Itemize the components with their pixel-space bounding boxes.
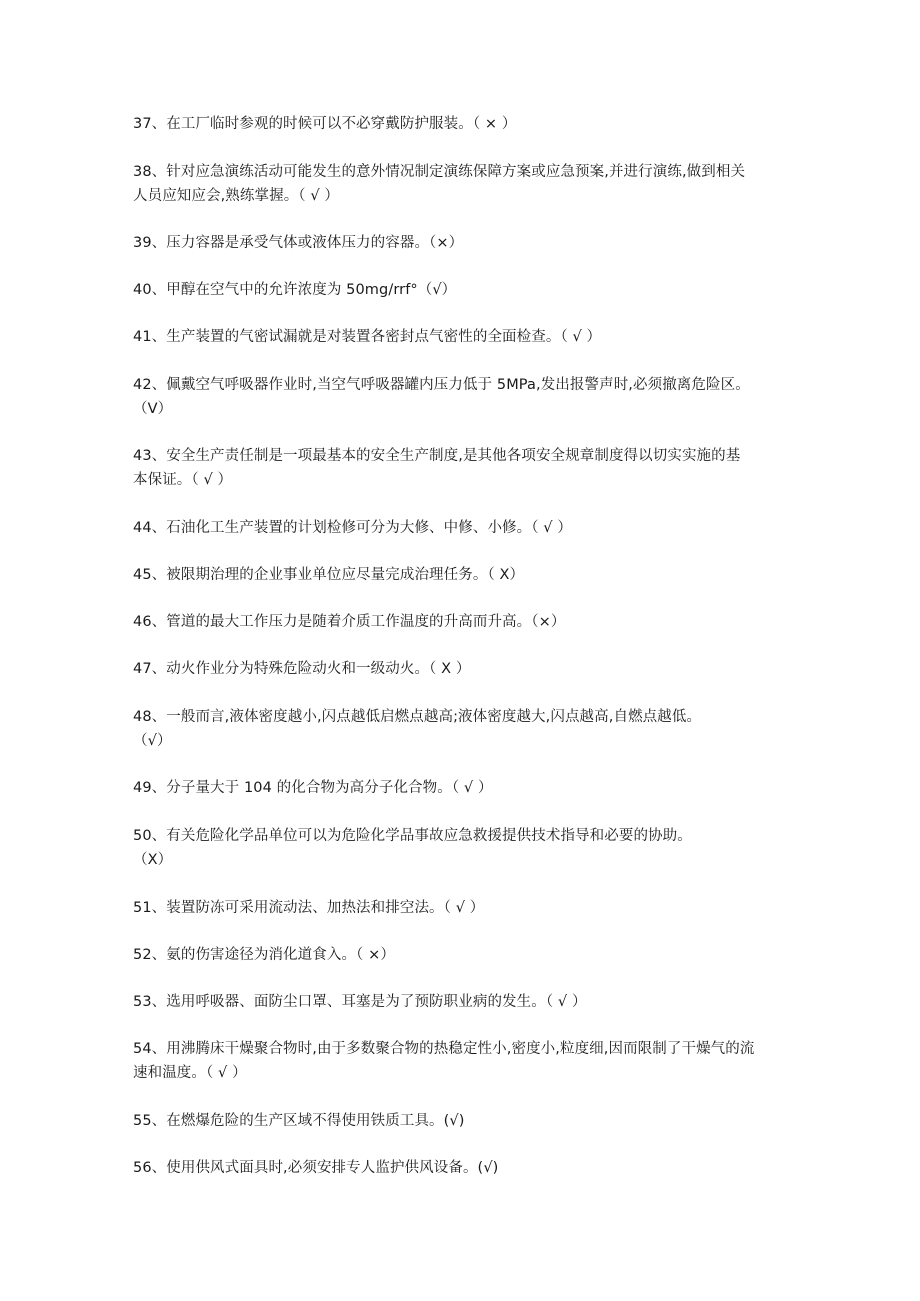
question-text: 43、安全生产责任制是一项最基本的安全生产制度,是其他各项安全规章制度得以切实实施的基 [133,448,741,464]
question-39 [133,231,798,255]
question-text: 41、生产装置的气密试漏就是对装置各密封点气密性的全面检查。（ √ ） [133,329,602,345]
question-text-continued: 本保证。（ √ ） [133,472,233,488]
question-41 [133,325,798,349]
question-text: 55、在燃爆危险的生产区域不得使用铁质工具。(√) [133,1113,465,1129]
question-51 [133,896,798,920]
question-44 [133,516,798,540]
question-text-continued: 速和温度。（ √ ） [133,1065,247,1081]
question-56 [133,1156,798,1180]
question-text: 44、石油化工生产装置的计划检修可分为大修、中修、小修。（ √ ） [133,520,572,536]
question-43 [133,444,798,492]
question-text: 39、压力容器是承受气体或液体压力的容器。（×） [133,235,464,251]
question-text: 42、佩戴空气呼吸器作业时,当空气呼吸器罐内压力低于 5MPa,发出报警声时,必须撤离危险区。 [133,377,750,393]
question-text: 38、针对应急演练活动可能发生的意外情况制定演练保障方案或应急预案,并进行演练,做到相关 [133,164,746,180]
question-42 [133,373,798,421]
question-text: 45、被限期治理的企业事业单位应尽量完成治理任务。（ X） [133,567,525,583]
question-text: 53、选用呼吸器、面防尘口罩、耳塞是为了预防职业病的发生。（ √ ） [133,994,587,1010]
question-52 [133,943,798,967]
question-54 [133,1037,798,1085]
question-53 [133,990,798,1014]
question-text: 54、用沸腾床干燥聚合物时,由于多数聚合物的热稳定性小,密度小,粒度细,因而限制了干燥气的流 [133,1041,755,1057]
question-text: 51、装置防冻可采用流动法、加热法和排空法。（ √ ） [133,900,485,916]
question-text: 52、氨的伤害途径为消化道食入。（ ×） [133,947,395,963]
question-38 [133,160,798,208]
question-55 [133,1109,798,1133]
question-text: 47、动火作业分为特殊危险动火和一级动火。（ X ） [133,661,471,677]
question-45 [133,563,798,587]
question-text-continued: （V） [133,401,173,417]
question-text-continued: （X） [133,852,173,868]
question-text-continued: 人员应知应会,熟练掌握。（ √ ） [133,188,340,204]
question-text: 56、使用供风式面具时,必须安排专人监护供风设备。(√) [133,1160,499,1176]
question-text-continued: （√） [133,733,172,749]
question-48 [133,705,798,753]
question-text: 48、一般而言,液体密度越小,闪点越低启燃点越高;液体密度越大,闪点越高,自燃点越低。 [133,709,702,725]
question-50 [133,824,798,872]
question-47 [133,657,798,681]
question-37 [133,112,798,136]
question-49 [133,776,798,800]
question-text: 50、有关危险化学品单位可以为危险化学品事故应急救援提供技术指导和必要的协助。 [133,828,692,844]
question-text: 40、甲醇在空气中的允许浓度为 50mg∕rrf°（√） [133,282,457,298]
question-text: 37、在工厂临时参观的时候可以不必穿戴防护服装。（ × ） [133,116,517,132]
question-text: 46、管道的最大工作压力是随着介质工作温度的升高而升高。（×） [133,614,566,630]
question-text: 49、分子量大于 104 的化合物为高分子化合物。（ √ ） [133,780,493,796]
question-46 [133,610,798,634]
question-40 [133,278,798,302]
